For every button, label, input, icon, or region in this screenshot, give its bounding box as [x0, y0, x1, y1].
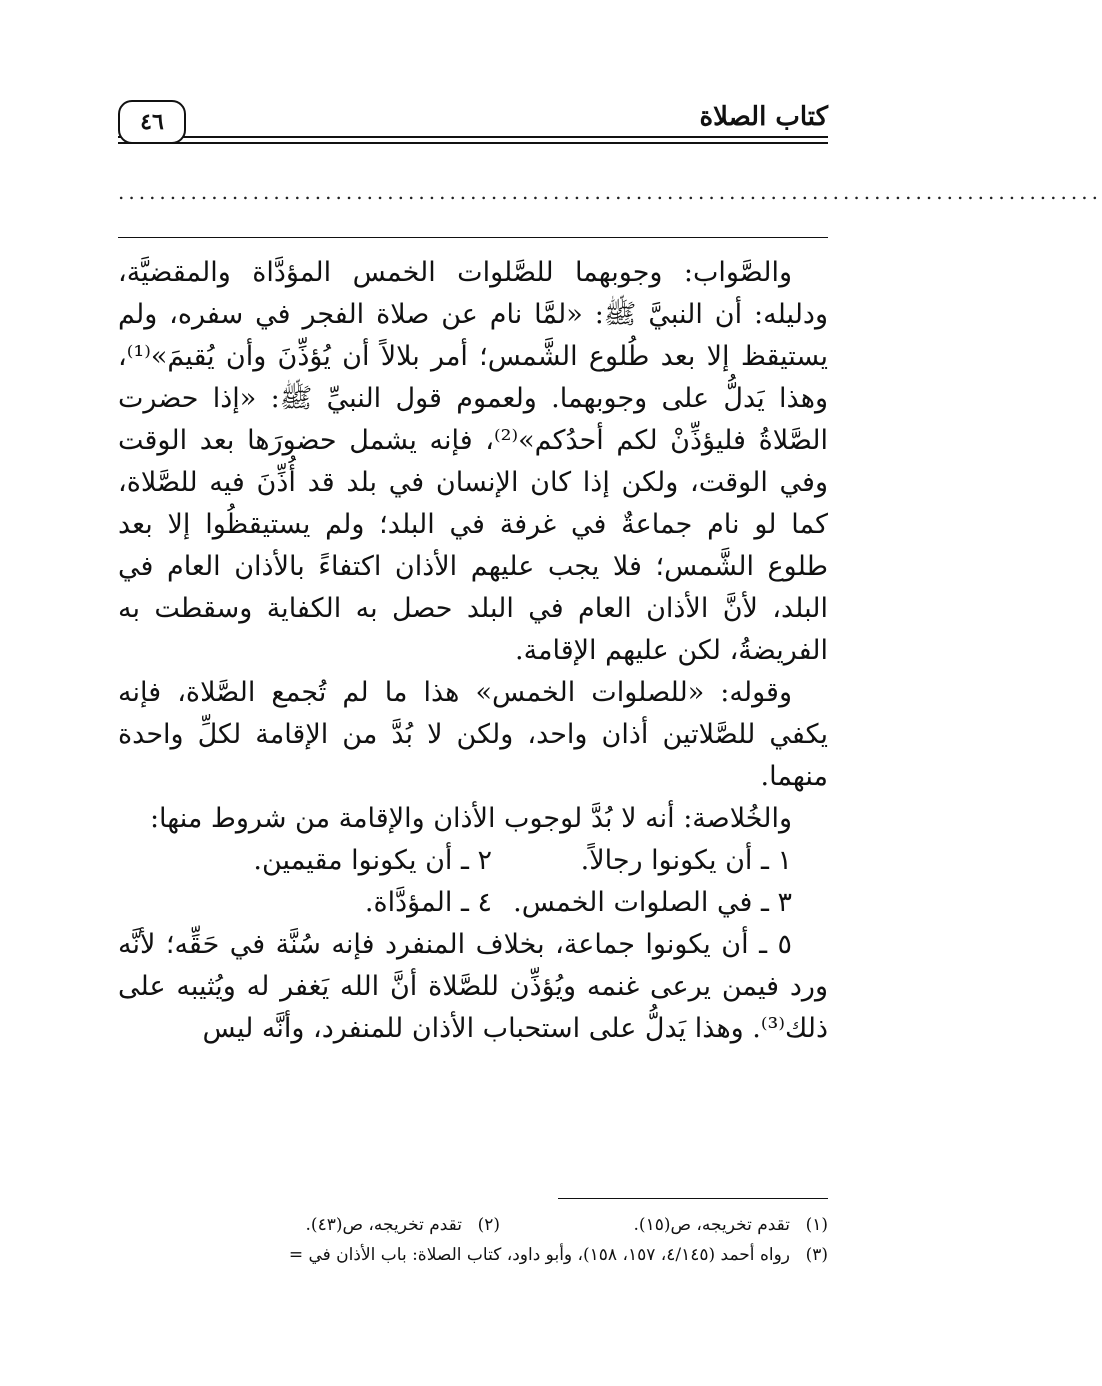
main-text	[118, 252, 828, 1050]
condition-2: ٢ ـ أن يكونوا مقيمين.	[253, 845, 492, 876]
footnote-1-number: (١)	[805, 1215, 828, 1235]
footnote-3-number: (٣)	[805, 1245, 828, 1265]
page-header	[118, 100, 828, 150]
condition-3: ٣ ـ في الصلوات الخمس.	[513, 887, 792, 918]
footnote-1-text: تقدم تخريجه، ص(١٥).	[633, 1215, 790, 1235]
footnote-rule	[558, 1198, 828, 1199]
footnote-2-text: تقدم تخريجه، ص(٤٣).	[305, 1215, 462, 1235]
footnote-3-text: رواه أحمد (٤/١٤٥، ١٥٧، ١٥٨)، وأبو داود، كتاب الصلاة: باب الأذان في =	[288, 1245, 790, 1265]
separator-rule	[118, 237, 828, 238]
condition-4: ٤ ـ المؤدَّاة.	[364, 887, 492, 918]
footnote-2-number: (٢)	[477, 1215, 500, 1235]
dotted-separator: ...............................................................................................	[118, 180, 1102, 204]
paragraph-1: والصَّواب: وجوبهما للصَّلوات الخمس المؤدَّاة والمقضيَّة، ودليله: أن النبيَّ ﷺ: «لمَّا نام عن صلاة الفجر في سفره، ولم يستيقظ إلا بعد طُلوع الشَّمس؛ أمر بلالاً أن يُؤذِّنَ وأن يُقيمَ»⁽¹⁾، وهذا يَدلُّ على وجوبهما. ولعموم قول النبيِّ ﷺ: «إذا حضرت الصَّلاةُ فليؤذِّنْ لكم أحدُكم»⁽²⁾، فإنه يشمل حضورَها بعد الوقت وفي الوقت، ولكن إذا كان الإنسان في بلد قد أُذِّنَ فيه للصَّلاة، كما لو نام جماعةٌ في غرفة في البلد؛ ولم يستيقظُوا إلا بعد طلوع الشَّمس؛ فلا يجب عليهم الأذان اكتفاءً بالأذان العام في البلد، لأنَّ الأذان العام في البلد حصل به الكفاية وسقطت به الفريضةُ، لكن عليهم الإقامة.	[118, 257, 828, 666]
condition-1: ١ ـ أن يكونوا رجالاً.	[580, 845, 792, 876]
footnote-row-1	[118, 1210, 828, 1240]
header-rule	[118, 136, 828, 144]
paragraph-3: والخُلاصة: أنه لا بُدَّ لوجوب الأذان والإقامة من شروط منها:	[149, 803, 792, 834]
footnote-row-2	[118, 1240, 828, 1270]
conditions-row-1	[118, 840, 828, 882]
paragraph-2: وقوله: «للصلوات الخمس» هذا ما لم تُجمع الصَّلاة، فإنه يكفي للصَّلاتين أذان واحد، ولكن لا بُدَّ من الإقامة لكلِّ واحدة منهما.	[118, 677, 828, 792]
book-title: كتاب الصلاة	[699, 102, 828, 132]
paragraph-4: ٥ ـ أن يكونوا جماعة، بخلاف المنفرد فإنه سُنَّة في حَقِّه؛ لأنَّه ورد فيمن يرعى غنمه ويُؤذِّن للصَّلاة أنَّ الله يَغفر له ويُثيبه على ذلك⁽³⁾. وهذا يَدلُّ على استحباب الأذان للمنفرد، وأنَّه ليس	[118, 929, 828, 1044]
footnotes	[118, 1210, 828, 1270]
conditions-row-2	[118, 882, 828, 924]
page-number: ٤٦	[118, 100, 186, 144]
